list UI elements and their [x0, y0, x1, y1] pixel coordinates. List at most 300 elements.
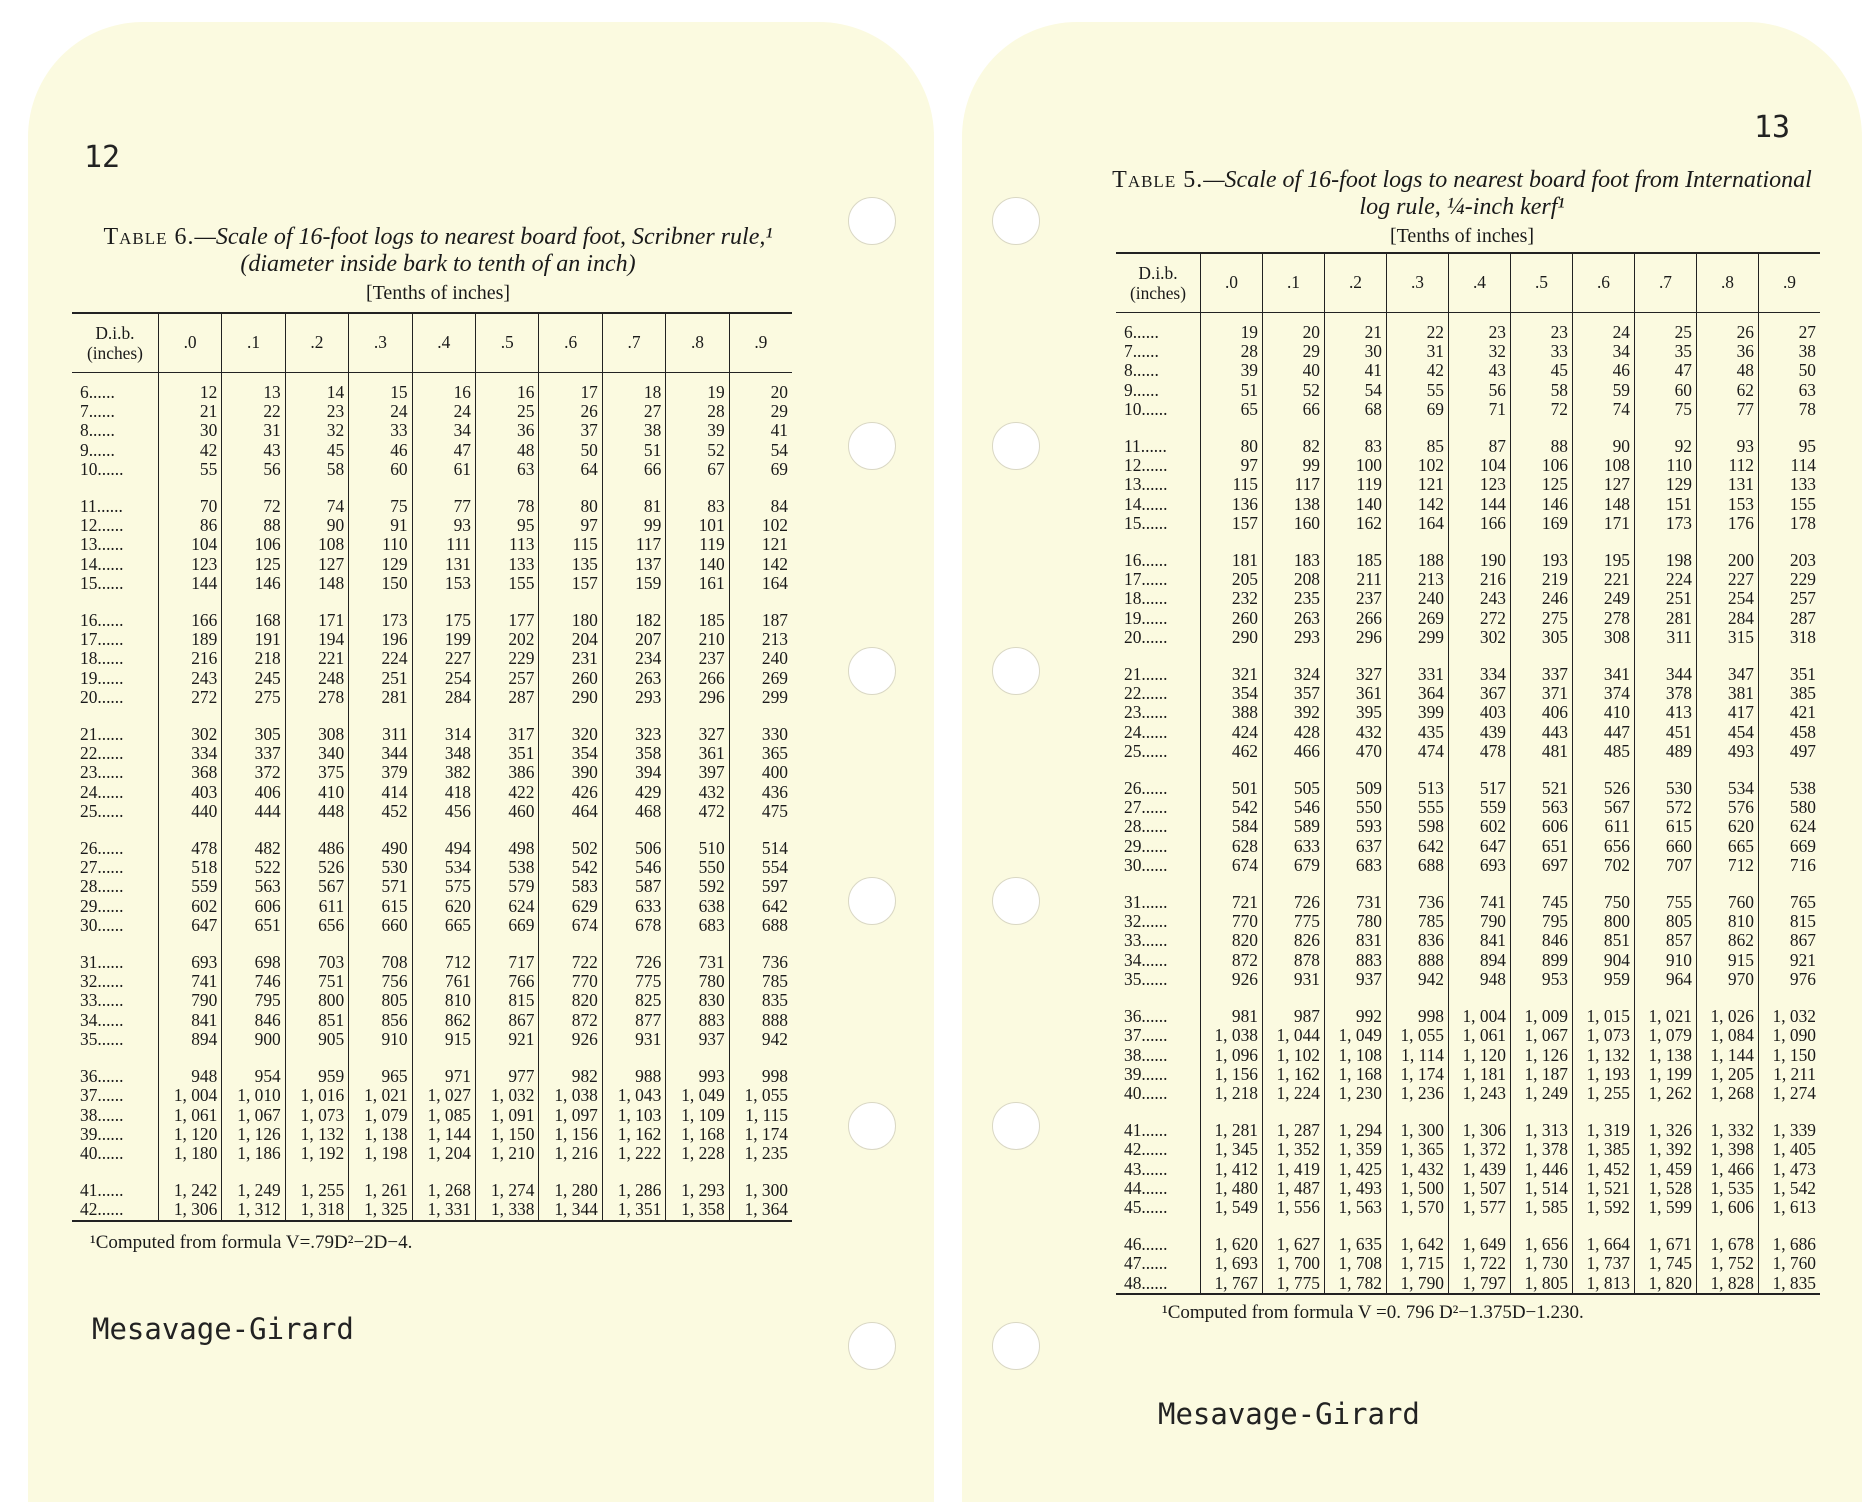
- value-cell: 155: [476, 574, 539, 593]
- value-cell: 129: [349, 555, 412, 574]
- author-name: Mesavage-Girard: [1158, 1397, 1420, 1431]
- dib-cell: 39......: [80, 1123, 124, 1144]
- value-cell: 1, 055: [729, 1086, 792, 1105]
- value-cell: 54: [1324, 381, 1386, 400]
- value-cell: 454: [1696, 723, 1758, 742]
- dib-cell: 9......: [1124, 379, 1159, 400]
- value-cell: 554: [729, 858, 792, 877]
- value-cell: 125: [1510, 475, 1572, 494]
- value-cell: 331: [1386, 665, 1448, 684]
- value-cell: 815: [476, 991, 539, 1010]
- dib-cell: 26......: [1124, 778, 1168, 799]
- value-cell: 731: [1324, 893, 1386, 912]
- value-cell: 741: [158, 972, 221, 991]
- value-cell: 347: [1696, 665, 1758, 684]
- dib-cell: 40......: [1124, 1082, 1168, 1103]
- leader-dots: ......: [1141, 702, 1168, 723]
- value-cell: 281: [349, 688, 412, 707]
- value-cell: 1, 249: [222, 1181, 285, 1200]
- value-cell: 382: [412, 763, 475, 782]
- leader-dots: ......: [1141, 493, 1168, 514]
- value-cell: 75: [349, 497, 412, 516]
- binder-hole: [848, 1322, 896, 1370]
- value-cell: 245: [222, 669, 285, 688]
- value-cell: 1, 230: [1324, 1084, 1386, 1103]
- value-cell: 251: [1634, 589, 1696, 608]
- value-cell: 522: [222, 858, 285, 877]
- table-title: —Scale of 16-foot logs to nearest board foot from International log rule, ¼-inch kerf¹: [1203, 167, 1812, 220]
- value-cell: 745: [1510, 893, 1572, 912]
- value-cell: 39: [666, 421, 729, 440]
- value-cell: 25: [476, 402, 539, 421]
- table-row: [1116, 893, 1820, 912]
- value-cell: 970: [1696, 970, 1758, 989]
- value-cell: 1, 084: [1696, 1026, 1758, 1045]
- value-cell: 74: [285, 497, 348, 516]
- value-cell: 915: [1696, 951, 1758, 970]
- dib-cell: 8......: [80, 420, 115, 441]
- value-cell: 493: [1696, 742, 1758, 761]
- value-cell: 21: [158, 402, 221, 421]
- value-cell: 993: [666, 1067, 729, 1086]
- table-row: [1116, 323, 1820, 342]
- table-row: [1116, 723, 1820, 742]
- leader-dots: ......: [1132, 360, 1159, 381]
- binder-hole: [992, 647, 1040, 695]
- value-cell: 193: [1510, 551, 1572, 570]
- value-cell: 1, 228: [666, 1144, 729, 1163]
- value-cell: 506: [602, 839, 665, 858]
- table-label: Table 6.: [103, 224, 195, 250]
- value-cell: 127: [1572, 475, 1634, 494]
- leader-dots: ......: [97, 553, 124, 574]
- value-cell: 410: [1572, 703, 1634, 722]
- value-cell: 47: [412, 441, 475, 460]
- value-cell: 113: [476, 535, 539, 554]
- value-cell: 237: [1324, 589, 1386, 608]
- table-row: [72, 402, 792, 421]
- value-cell: 521: [1510, 779, 1572, 798]
- value-cell: 534: [1696, 779, 1758, 798]
- value-cell: 58: [1510, 381, 1572, 400]
- dib-cell: 37......: [1124, 1025, 1168, 1046]
- value-cell: 101: [666, 516, 729, 535]
- value-cell: 474: [1386, 742, 1448, 761]
- value-cell: 266: [666, 669, 729, 688]
- value-cell: 1, 132: [1572, 1046, 1634, 1065]
- log-scale-table: [1116, 252, 1820, 1295]
- value-cell: 942: [729, 1030, 792, 1049]
- dib-cell: 16......: [80, 610, 124, 631]
- value-cell: 284: [1696, 609, 1758, 628]
- table-row: [1116, 342, 1820, 361]
- value-cell: 835: [729, 991, 792, 1010]
- value-cell: 177: [476, 611, 539, 630]
- value-cell: 721: [1200, 893, 1262, 912]
- value-cell: 168: [222, 611, 285, 630]
- dib-cell: 28......: [80, 876, 124, 897]
- value-cell: 494: [412, 839, 475, 858]
- table-row: [1116, 361, 1820, 380]
- table-row: [1116, 400, 1820, 419]
- footnote: ¹Computed from formula V=.79D²−2D−4.: [90, 1232, 413, 1253]
- leader-dots: ......: [1141, 1044, 1168, 1065]
- value-cell: 278: [285, 688, 348, 707]
- value-cell: 24: [1572, 323, 1634, 342]
- value-cell: 176: [1696, 514, 1758, 533]
- table-row: [1116, 684, 1820, 703]
- value-cell: 385: [1758, 684, 1820, 703]
- value-cell: 1, 186: [222, 1144, 285, 1163]
- value-cell: 602: [1448, 817, 1510, 836]
- value-cell: 1, 067: [222, 1106, 285, 1125]
- leader-dots: ......: [97, 724, 124, 745]
- value-cell: 219: [1510, 570, 1572, 589]
- value-cell: 200: [1696, 551, 1758, 570]
- value-cell: 921: [1758, 951, 1820, 970]
- value-cell: 1, 730: [1510, 1254, 1572, 1273]
- value-cell: 337: [222, 744, 285, 763]
- value-cell: 931: [602, 1030, 665, 1049]
- value-cell: 42: [158, 441, 221, 460]
- value-cell: 315: [1696, 628, 1758, 647]
- value-cell: 302: [1448, 628, 1510, 647]
- value-cell: 28: [666, 402, 729, 421]
- value-cell: 587: [602, 877, 665, 896]
- value-cell: 61: [412, 460, 475, 479]
- value-cell: 293: [602, 688, 665, 707]
- dib-cell: 11......: [80, 496, 123, 517]
- value-cell: 502: [539, 839, 602, 858]
- value-cell: 296: [666, 688, 729, 707]
- value-cell: 611: [285, 897, 348, 916]
- value-cell: 982: [539, 1067, 602, 1086]
- value-cell: 50: [1758, 361, 1820, 380]
- value-cell: 451: [1634, 723, 1696, 742]
- dib-cell: 22......: [1124, 683, 1168, 704]
- value-cell: 112: [1696, 456, 1758, 475]
- table-row: [72, 763, 792, 782]
- value-cell: 364: [1386, 684, 1448, 703]
- value-cell: 1, 280: [539, 1181, 602, 1200]
- value-cell: 189: [158, 630, 221, 649]
- value-cell: 34: [412, 421, 475, 440]
- value-cell: 1, 487: [1262, 1179, 1324, 1198]
- value-cell: 38: [1758, 342, 1820, 361]
- value-cell: 85: [1386, 437, 1448, 456]
- value-cell: 1, 385: [1572, 1140, 1634, 1159]
- value-cell: 1, 745: [1634, 1254, 1696, 1273]
- value-cell: 50: [539, 441, 602, 460]
- value-cell: 1, 286: [602, 1181, 665, 1200]
- value-cell: 218: [222, 649, 285, 668]
- value-cell: 26: [1696, 323, 1758, 342]
- value-cell: 60: [349, 460, 412, 479]
- value-cell: 151: [1634, 495, 1696, 514]
- value-cell: 1, 180: [158, 1144, 221, 1163]
- value-cell: 32: [1448, 342, 1510, 361]
- value-cell: 1, 752: [1696, 1254, 1758, 1273]
- value-cell: 841: [1448, 931, 1510, 950]
- value-cell: 290: [539, 688, 602, 707]
- dib-cell: 33......: [1124, 930, 1168, 951]
- value-cell: 712: [412, 953, 475, 972]
- value-cell: 1, 114: [1386, 1046, 1448, 1065]
- value-cell: 472: [666, 802, 729, 821]
- value-cell: 602: [158, 897, 221, 916]
- value-cell: 1, 138: [1634, 1046, 1696, 1065]
- value-cell: 593: [1324, 817, 1386, 836]
- value-cell: 354: [539, 744, 602, 763]
- table-row: [1116, 1254, 1820, 1273]
- value-cell: 293: [1262, 628, 1324, 647]
- leader-dots: ......: [1141, 607, 1168, 628]
- value-cell: 13: [222, 383, 285, 402]
- value-cell: 32: [285, 421, 348, 440]
- value-cell: 166: [158, 611, 221, 630]
- value-cell: 501: [1200, 779, 1262, 798]
- value-cell: 894: [158, 1030, 221, 1049]
- dib-cell: 24......: [80, 781, 124, 802]
- value-cell: 260: [539, 669, 602, 688]
- table-row: [1116, 931, 1820, 950]
- table-row: [72, 897, 792, 916]
- value-cell: 180: [539, 611, 602, 630]
- value-cell: 1, 193: [1572, 1065, 1634, 1084]
- table-row: [1116, 1179, 1820, 1198]
- value-cell: 464: [539, 802, 602, 821]
- value-cell: 669: [476, 916, 539, 935]
- value-cell: 707: [1634, 856, 1696, 875]
- table-row: [1116, 1084, 1820, 1103]
- value-cell: 1, 262: [1634, 1084, 1696, 1103]
- column-header: .1: [222, 313, 285, 373]
- leader-dots: ......: [88, 401, 115, 422]
- value-cell: 371: [1510, 684, 1572, 703]
- value-cell: 16: [476, 383, 539, 402]
- value-cell: 1, 656: [1510, 1235, 1572, 1254]
- value-cell: 981: [1200, 1007, 1262, 1026]
- value-cell: 1, 700: [1262, 1254, 1324, 1273]
- value-cell: 1, 174: [729, 1125, 792, 1144]
- value-cell: 665: [412, 916, 475, 935]
- value-cell: 1, 331: [412, 1200, 475, 1220]
- value-cell: 354: [1200, 684, 1262, 703]
- value-cell: 820: [1200, 931, 1262, 950]
- value-cell: 872: [1200, 951, 1262, 970]
- dib-cell: 47......: [1124, 1253, 1168, 1274]
- value-cell: 108: [1572, 456, 1634, 475]
- dib-cell: 14......: [80, 553, 124, 574]
- value-cell: 82: [1262, 437, 1324, 456]
- value-cell: 142: [729, 555, 792, 574]
- table-row: [1116, 1121, 1820, 1140]
- value-cell: 633: [1262, 837, 1324, 856]
- leader-dots: ......: [97, 781, 124, 802]
- value-cell: 900: [222, 1030, 285, 1049]
- value-cell: 361: [666, 744, 729, 763]
- value-cell: 71: [1448, 400, 1510, 419]
- column-header: .6: [1572, 253, 1634, 313]
- leader-dots: ......: [1141, 1253, 1168, 1274]
- value-cell: 48: [476, 441, 539, 460]
- value-cell: 1, 805: [1510, 1274, 1572, 1294]
- dib-cell: 17......: [1124, 569, 1168, 590]
- value-cell: 39: [1200, 361, 1262, 380]
- binder-hole: [848, 197, 896, 245]
- value-cell: 505: [1262, 779, 1324, 798]
- value-cell: 510: [666, 839, 729, 858]
- value-cell: 447: [1572, 723, 1634, 742]
- dib-cell: 19......: [80, 667, 124, 688]
- value-cell: 55: [158, 460, 221, 479]
- value-cell: 1, 425: [1324, 1160, 1386, 1179]
- value-cell: 583: [539, 877, 602, 896]
- value-cell: 281: [1634, 609, 1696, 628]
- value-cell: 1, 351: [602, 1200, 665, 1220]
- leader-dots: ......: [97, 1028, 124, 1049]
- value-cell: 1, 613: [1758, 1198, 1820, 1217]
- leader-dots: ......: [97, 1199, 124, 1220]
- value-cell: 77: [1696, 400, 1758, 419]
- value-cell: 1, 627: [1262, 1235, 1324, 1254]
- leader-dots: ......: [1141, 1025, 1168, 1046]
- value-cell: 17: [539, 383, 602, 402]
- table-row: [72, 555, 792, 574]
- value-cell: 862: [412, 1011, 475, 1030]
- value-cell: 429: [602, 783, 665, 802]
- value-cell: 421: [1758, 703, 1820, 722]
- value-cell: 1, 722: [1448, 1254, 1510, 1273]
- leader-dots: ......: [1141, 740, 1168, 761]
- value-cell: 888: [1386, 951, 1448, 970]
- table-row: [1116, 1007, 1820, 1026]
- value-cell: 1, 103: [602, 1106, 665, 1125]
- table-row: [1116, 589, 1820, 608]
- value-cell: 40: [1262, 361, 1324, 380]
- value-cell: 458: [1758, 723, 1820, 742]
- leader-dots: ......: [1141, 835, 1168, 856]
- value-cell: 129: [1634, 475, 1696, 494]
- value-cell: 526: [1572, 779, 1634, 798]
- value-cell: 287: [1758, 609, 1820, 628]
- value-cell: 1, 115: [729, 1106, 792, 1125]
- value-cell: 91: [349, 516, 412, 535]
- value-cell: 1, 162: [1262, 1065, 1324, 1084]
- value-cell: 249: [1572, 589, 1634, 608]
- value-cell: 86: [158, 516, 221, 535]
- leader-dots: ......: [1141, 569, 1168, 590]
- value-cell: 542: [539, 858, 602, 877]
- value-cell: 550: [1324, 798, 1386, 817]
- value-cell: 468: [602, 802, 665, 821]
- value-cell: 272: [1448, 609, 1510, 628]
- value-cell: 862: [1696, 931, 1758, 950]
- value-cell: 992: [1324, 1007, 1386, 1026]
- leader-dots: ......: [1141, 816, 1168, 837]
- value-cell: 108: [285, 535, 348, 554]
- value-cell: 1, 452: [1572, 1160, 1634, 1179]
- value-cell: 308: [285, 725, 348, 744]
- value-cell: 45: [1510, 361, 1572, 380]
- value-cell: 1, 686: [1758, 1235, 1820, 1254]
- value-cell: 81: [602, 497, 665, 516]
- value-cell: 1, 664: [1572, 1235, 1634, 1254]
- value-cell: 207: [602, 630, 665, 649]
- value-cell: 74: [1572, 400, 1634, 419]
- value-cell: 95: [1758, 437, 1820, 456]
- value-cell: 546: [1262, 798, 1324, 817]
- value-cell: 284: [412, 688, 475, 707]
- value-cell: 224: [1634, 570, 1696, 589]
- table-row: [1116, 1235, 1820, 1254]
- value-cell: 1, 004: [158, 1086, 221, 1105]
- log-scale-table: [72, 312, 792, 1222]
- binder-hole: [992, 1322, 1040, 1370]
- dib-cell: 38......: [1124, 1044, 1168, 1065]
- value-cell: 785: [729, 972, 792, 991]
- value-cell: 1, 364: [729, 1200, 792, 1220]
- value-cell: 674: [539, 916, 602, 935]
- value-cell: 883: [1324, 951, 1386, 970]
- leader-dots: ......: [1141, 1158, 1168, 1179]
- value-cell: 1, 563: [1324, 1198, 1386, 1217]
- header-row: [1116, 253, 1820, 313]
- leader-dots: ......: [97, 876, 124, 897]
- value-cell: 1, 004: [1448, 1007, 1510, 1026]
- value-cell: 642: [1386, 837, 1448, 856]
- value-cell: 1, 242: [158, 1181, 221, 1200]
- value-cell: 257: [1758, 589, 1820, 608]
- value-cell: 1, 218: [1200, 1084, 1262, 1103]
- value-cell: 751: [285, 972, 348, 991]
- value-cell: 1, 480: [1200, 1179, 1262, 1198]
- value-cell: 266: [1324, 609, 1386, 628]
- leader-dots: ......: [97, 515, 124, 536]
- value-cell: 29: [729, 402, 792, 421]
- value-cell: 381: [1696, 684, 1758, 703]
- dib-cell: 32......: [80, 971, 124, 992]
- value-cell: 403: [1448, 703, 1510, 722]
- value-cell: 90: [285, 516, 348, 535]
- value-cell: 46: [349, 441, 412, 460]
- column-header: .4: [412, 313, 475, 373]
- value-cell: 169: [1510, 514, 1572, 533]
- value-cell: 1, 359: [1324, 1140, 1386, 1159]
- leader-dots: ......: [97, 1180, 124, 1201]
- leader-dots: ......: [88, 439, 115, 460]
- value-cell: 953: [1510, 970, 1572, 989]
- value-cell: 410: [285, 783, 348, 802]
- value-cell: 722: [539, 953, 602, 972]
- value-cell: 119: [666, 535, 729, 554]
- value-cell: 175: [412, 611, 475, 630]
- value-cell: 1, 032: [1758, 1007, 1820, 1026]
- value-cell: 314: [412, 725, 475, 744]
- value-cell: 702: [1572, 856, 1634, 875]
- value-cell: 948: [158, 1067, 221, 1086]
- value-cell: 27: [602, 402, 665, 421]
- binder-hole: [848, 422, 896, 470]
- value-cell: 80: [1200, 437, 1262, 456]
- table-subheading: [Tenths of inches]: [1389, 225, 1535, 247]
- value-cell: 942: [1386, 970, 1448, 989]
- value-cell: 1, 090: [1758, 1026, 1820, 1045]
- value-cell: 606: [222, 897, 285, 916]
- dib-cell: 14......: [1124, 493, 1168, 514]
- value-cell: 846: [1510, 931, 1572, 950]
- value-cell: 56: [1448, 381, 1510, 400]
